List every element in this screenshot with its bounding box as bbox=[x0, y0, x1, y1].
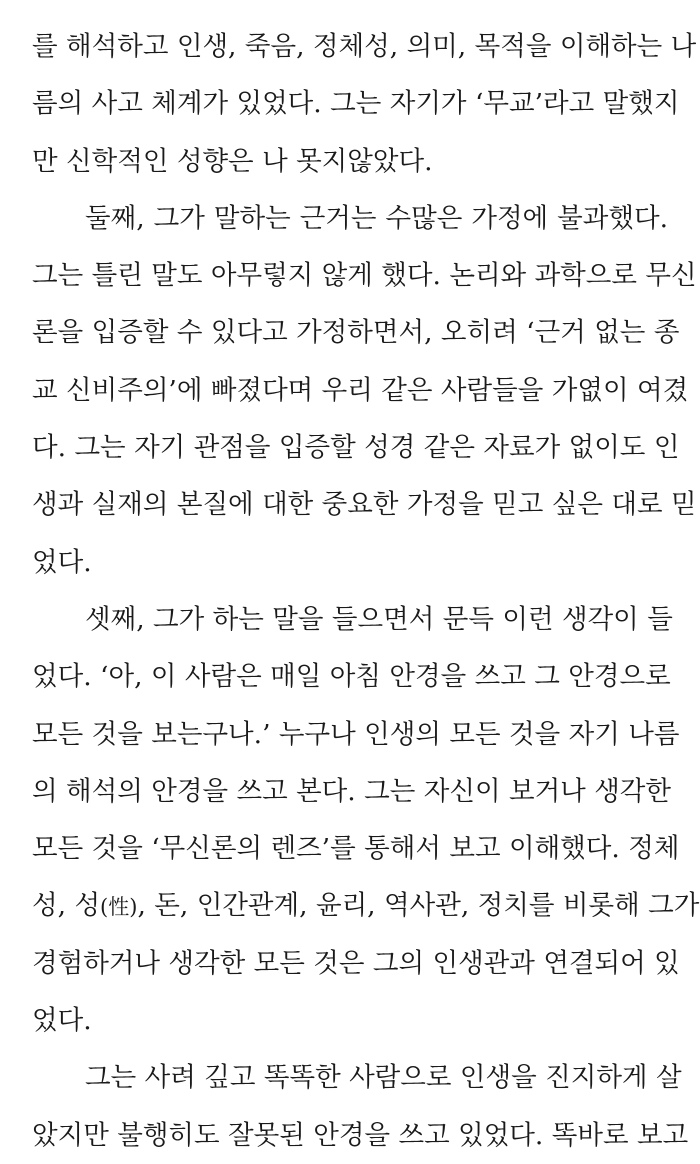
text-line: 모든 것을 보는구나.’ 누구나 인생의 모든 것을 자기 나름 bbox=[32, 718, 680, 750]
text-line: 만 신학적인 성향은 나 못지않았다. bbox=[32, 145, 433, 177]
text-line: 었다. ‘아, 이 사람은 매일 아침 안경을 쓰고 그 안경으로 bbox=[32, 661, 671, 693]
text-line: 모든 것을 ‘무신론의 렌즈’를 통해서 보고 이해했다. 정체 bbox=[32, 833, 680, 865]
hanja-annotation: (性) bbox=[100, 895, 138, 920]
paragraph-start-line: 셋째, 그가 하는 말을 들으면서 문득 이런 생각이 들 bbox=[85, 603, 673, 635]
text-line: 론을 입증할 수 있다고 가정하면서, 오히려 ‘근거 없는 종 bbox=[32, 317, 680, 349]
text-line: 경험하거나 생각한 모든 것은 그의 인생관과 연결되어 있 bbox=[32, 947, 680, 979]
text-line: 의 해석의 안경을 쓰고 본다. 그는 자신이 보거나 생각한 bbox=[32, 775, 671, 807]
text-line: 를 해석하고 인생, 죽음, 정체성, 의미, 목적을 이해하는 나 bbox=[32, 31, 697, 62]
text-line: 교 신비주의’에 빠졌다며 우리 같은 사람들을 가엾이 여겼 bbox=[32, 374, 689, 406]
text-line: 름의 사고 체계가 있었다. 그는 자기가 ‘무교’라고 말했지 bbox=[32, 88, 680, 120]
text-line: 았지만 불행히도 잘못된 안경을 쓰고 있었다. 똑바로 보고 bbox=[32, 1119, 689, 1151]
text-line: 생과 실재의 본질에 대한 중요한 가정을 믿고 싶은 대로 믿 bbox=[32, 489, 697, 521]
text-line: 그는 틀린 말도 아무렇지 않게 했다. 논리와 과학으로 무신 bbox=[32, 260, 697, 292]
text-segment: , 돈, 인간관계, 윤리, 역사관, 정치를 비롯해 그가 bbox=[137, 890, 700, 922]
text-line bbox=[32, 877, 700, 934]
text-line: 다. 그는 자기 관점을 입증할 성경 같은 자료가 없이도 인 bbox=[32, 432, 680, 464]
document-page bbox=[32, 18, 700, 1164]
text-line: 었다. bbox=[32, 546, 92, 578]
paragraph-start-line: 그는 사려 깊고 똑똑한 사람으로 인생을 진지하게 살 bbox=[85, 1062, 682, 1094]
text-line: 었다. bbox=[32, 1005, 92, 1037]
text-segment: 성, 성 bbox=[32, 890, 101, 922]
paragraph-start-line: 둘째, 그가 말하는 근거는 수많은 가정에 불과했다. bbox=[85, 202, 668, 234]
